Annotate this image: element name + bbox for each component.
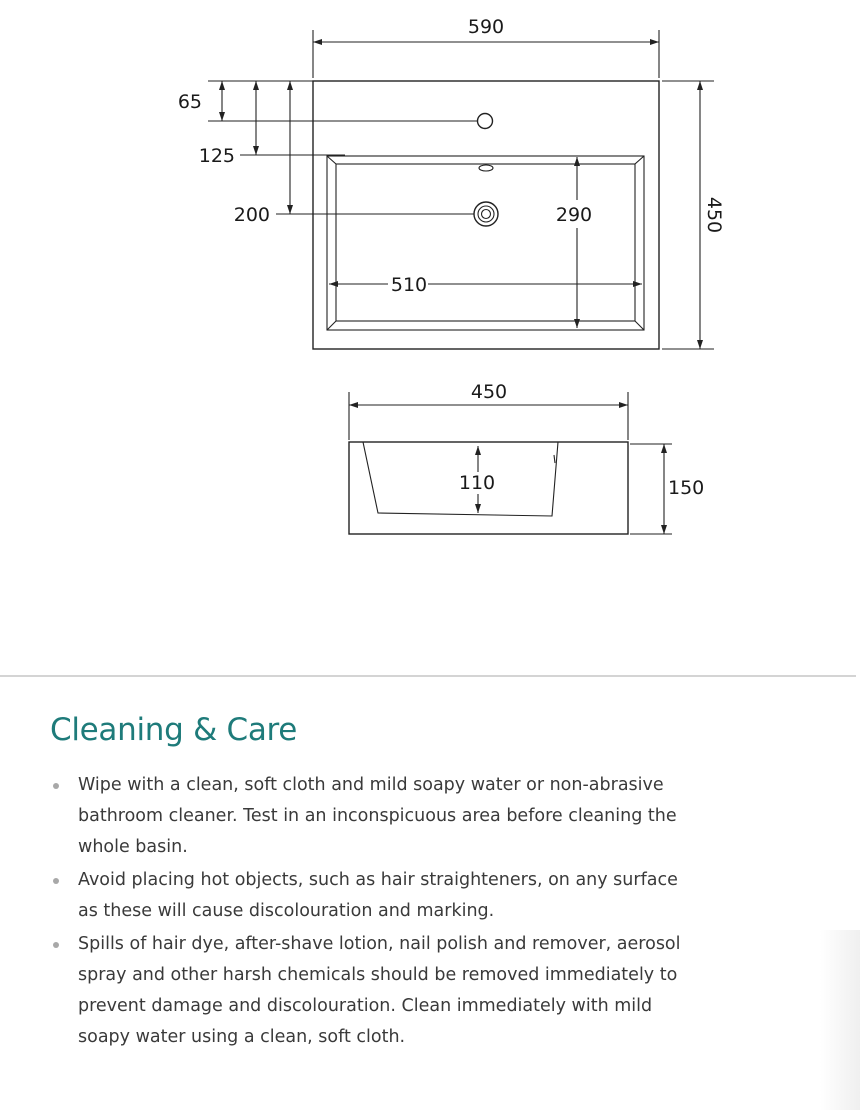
bowl-outline-outer <box>327 156 644 330</box>
bowl-outline-inner <box>336 164 635 321</box>
top-view <box>178 16 725 349</box>
dim-width-side: 450 <box>470 381 508 403</box>
care-item <box>50 770 690 863</box>
care-item <box>50 865 690 927</box>
side-view <box>349 381 704 534</box>
dim-tap-offset: 65 <box>177 91 202 113</box>
dim-height-side: 150 <box>668 477 705 499</box>
edge-shadow <box>820 930 860 1110</box>
dim-waste-offset: 200 <box>233 204 270 226</box>
dim-depth-top: 450 <box>703 196 725 234</box>
dim-width-top: 590 <box>467 16 505 38</box>
bullet-icon <box>53 878 59 884</box>
care-item-text: Avoid placing hot objects, such as hair straighteners, on any surface as these will cause discolouration and marking. <box>78 870 678 921</box>
cleaning-care-section <box>50 712 690 1055</box>
care-item <box>50 929 690 1053</box>
tap-hole <box>478 114 493 129</box>
dim-bowl-height: 110 <box>458 472 496 494</box>
dim-bowl-depth: 290 <box>555 204 593 226</box>
care-list <box>50 770 690 1053</box>
section-title: Cleaning & Care <box>50 712 298 748</box>
overflow-slot <box>479 165 493 171</box>
bullet-icon <box>53 783 59 789</box>
dim-bowl-width: 510 <box>390 274 428 296</box>
care-item-text: Spills of hair dye, after-shave lotion, nail polish and remover, aerosol spray and other harsh chemicals should be removed immediately to prevent damage and discolouration. Clean immediately with mild soapy water using a clean, soft cloth. <box>78 934 681 1047</box>
care-item-text: Wipe with a clean, soft cloth and mild soapy water or non-abrasive bathroom cleaner. Test in an inconspicuous area before cleaning the whole basin. <box>78 775 677 857</box>
bullet-icon <box>53 942 59 948</box>
section-divider <box>0 675 856 677</box>
dim-overflow-offset: 125 <box>198 145 235 167</box>
